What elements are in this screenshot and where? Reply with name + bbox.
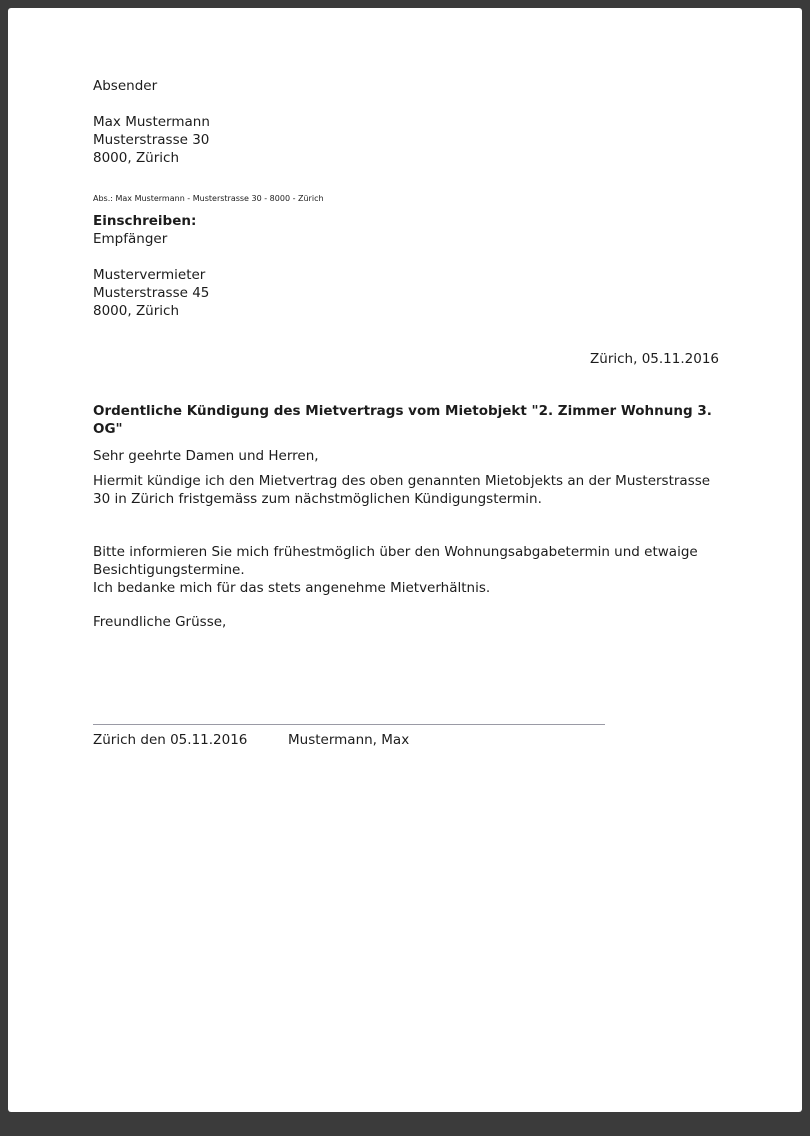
sender-label: Absender <box>93 78 158 94</box>
salutation: Sehr geehrte Damen und Herren, <box>93 447 319 464</box>
signature-row <box>93 732 719 750</box>
date-line: Zürich, 05.11.2016 <box>590 351 719 368</box>
recipient-city: 8000, Zürich <box>93 303 180 320</box>
recipient-label: Empfänger <box>93 230 168 247</box>
body-paragraph-3: Ich bedanke mich für das stets angenehme Mietverhältnis. <box>93 579 491 596</box>
signature-rule <box>93 724 605 725</box>
sender-name: Max Mustermann <box>93 113 210 130</box>
abs-return-address-line: Abs.: Max Mustermann - Musterstrasse 30 - 8000 - Zürich <box>93 193 324 203</box>
recipient-street: Musterstrasse 45 <box>93 285 210 302</box>
body-paragraph-2: Bitte informieren Sie mich frühestmöglich über den Wohnungsabgabetermin und etwaige Besichtigungstermine. <box>93 544 698 579</box>
sender-street: Musterstrasse 30 <box>93 131 210 148</box>
sender-city: 8000, Zürich <box>93 149 180 166</box>
recipient-name: Mustervermieter <box>93 267 206 284</box>
body-paragraph-1: Hiermit kündige ich den Mietvertrag des oben genannten Mietobjekts an der Musterstrasse 30 in Zürich fristgemäss zum nächstmöglichen Kündigungstermin. <box>93 472 711 507</box>
subject-line: Ordentliche Kündigung des Mietvertrags vom Mietobjekt "2. Zimmer Wohnung 3. OG" <box>93 403 712 438</box>
einschreiben-label: Einschreiben: <box>93 212 197 229</box>
recipient-address-block <box>93 266 719 320</box>
sender-address-block <box>93 113 719 167</box>
letter-page <box>8 8 802 1112</box>
closing-line: Freundliche Grüsse, <box>93 613 227 630</box>
signature-name: Mustermann, Max <box>288 731 410 748</box>
signature-place-date: Zürich den 05.11.2016 <box>93 731 248 748</box>
